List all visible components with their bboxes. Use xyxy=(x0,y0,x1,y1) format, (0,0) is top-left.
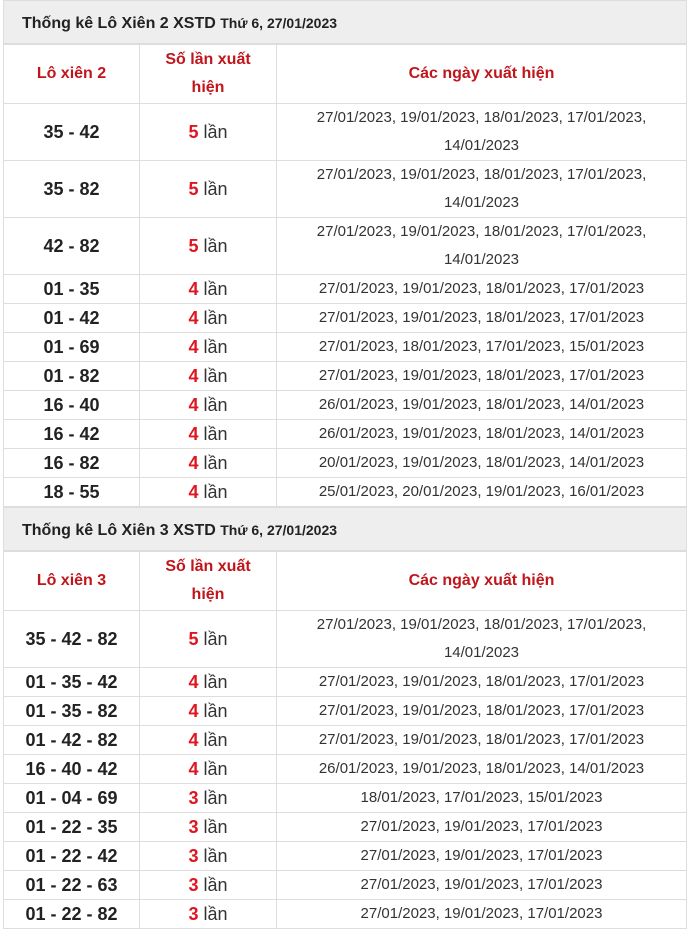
combo-cell: 01 - 22 - 82 xyxy=(4,900,140,929)
dates-cell: 26/01/2023, 19/01/2023, 18/01/2023, 14/01/2023 xyxy=(277,391,687,420)
count-cell xyxy=(140,668,277,697)
combo-cell: 01 - 69 xyxy=(4,333,140,362)
table-row xyxy=(4,611,687,668)
count-number: 4 xyxy=(188,278,199,299)
combo-cell: 01 - 22 - 63 xyxy=(4,871,140,900)
count-number: 4 xyxy=(188,452,199,473)
table-row xyxy=(4,391,687,420)
stats-page xyxy=(3,0,687,929)
combo-cell: 01 - 42 xyxy=(4,304,140,333)
stats-section xyxy=(3,507,687,929)
table-row xyxy=(4,275,687,304)
count-cell xyxy=(140,755,277,784)
count-cell xyxy=(140,478,277,507)
count-unit: lần xyxy=(198,628,228,649)
count-number: 4 xyxy=(188,336,199,357)
dates-cell: 27/01/2023, 19/01/2023, 18/01/2023, 17/01/2023 xyxy=(277,362,687,391)
table-row xyxy=(4,755,687,784)
header-count: Số lần xuất hiện xyxy=(140,552,277,611)
table-row xyxy=(4,333,687,362)
count-number: 3 xyxy=(188,845,199,866)
header-combo: Lô xiên 3 xyxy=(4,552,140,611)
table-row xyxy=(4,900,687,929)
count-cell xyxy=(140,420,277,449)
count-unit: lần xyxy=(198,758,228,779)
dates-cell: 18/01/2023, 17/01/2023, 15/01/2023 xyxy=(277,784,687,813)
section-title-date: Thứ 6, 27/01/2023 xyxy=(220,15,338,31)
count-cell xyxy=(140,871,277,900)
count-cell xyxy=(140,611,277,668)
count-cell xyxy=(140,161,277,218)
count-unit: lần xyxy=(198,278,228,299)
section-title xyxy=(3,507,687,551)
count-unit: lần xyxy=(198,700,228,721)
count-unit: lần xyxy=(198,671,228,692)
sections-container xyxy=(3,0,687,929)
count-unit: lần xyxy=(198,423,228,444)
count-number: 5 xyxy=(188,178,199,199)
count-number: 3 xyxy=(188,903,199,924)
table-header-row xyxy=(4,45,687,104)
dates-cell: 27/01/2023, 19/01/2023, 17/01/2023 xyxy=(277,813,687,842)
stats-table xyxy=(3,44,687,507)
section-title xyxy=(3,0,687,44)
table-row xyxy=(4,362,687,391)
count-cell xyxy=(140,813,277,842)
table-row xyxy=(4,420,687,449)
table-row xyxy=(4,726,687,755)
combo-cell: 16 - 82 xyxy=(4,449,140,478)
count-number: 5 xyxy=(188,235,199,256)
section-title-main: Thống kê Lô Xiên 2 XSTD xyxy=(22,15,221,32)
dates-cell: 27/01/2023, 19/01/2023, 18/01/2023, 17/01/2023 xyxy=(277,304,687,333)
count-number: 3 xyxy=(188,816,199,837)
dates-cell: 27/01/2023, 19/01/2023, 17/01/2023 xyxy=(277,842,687,871)
combo-cell: 16 - 40 - 42 xyxy=(4,755,140,784)
dates-cell: 27/01/2023, 19/01/2023, 18/01/2023, 17/01/2023, 14/01/2023 xyxy=(277,611,687,668)
count-cell xyxy=(140,275,277,304)
dates-cell: 20/01/2023, 19/01/2023, 18/01/2023, 14/01/2023 xyxy=(277,449,687,478)
table-row xyxy=(4,449,687,478)
count-cell xyxy=(140,449,277,478)
combo-cell: 16 - 42 xyxy=(4,420,140,449)
table-row xyxy=(4,478,687,507)
table-row xyxy=(4,218,687,275)
count-cell xyxy=(140,362,277,391)
count-unit: lần xyxy=(198,365,228,386)
dates-cell: 27/01/2023, 19/01/2023, 18/01/2023, 17/01/2023 xyxy=(277,726,687,755)
header-count: Số lần xuất hiện xyxy=(140,45,277,104)
count-cell xyxy=(140,104,277,161)
dates-cell: 27/01/2023, 19/01/2023, 18/01/2023, 17/01/2023 xyxy=(277,697,687,726)
table-row xyxy=(4,104,687,161)
count-number: 4 xyxy=(188,394,199,415)
dates-cell: 27/01/2023, 19/01/2023, 17/01/2023 xyxy=(277,900,687,929)
table-row xyxy=(4,697,687,726)
header-dates: Các ngày xuất hiện xyxy=(277,552,687,611)
combo-cell: 01 - 22 - 42 xyxy=(4,842,140,871)
count-cell xyxy=(140,333,277,362)
count-unit: lần xyxy=(198,816,228,837)
table-header-row xyxy=(4,552,687,611)
combo-cell: 01 - 35 - 82 xyxy=(4,697,140,726)
count-number: 4 xyxy=(188,481,199,502)
combo-cell: 01 - 82 xyxy=(4,362,140,391)
count-unit: lần xyxy=(198,729,228,750)
count-unit: lần xyxy=(198,178,228,199)
combo-cell: 18 - 55 xyxy=(4,478,140,507)
dates-cell: 26/01/2023, 19/01/2023, 18/01/2023, 14/01/2023 xyxy=(277,755,687,784)
combo-cell: 42 - 82 xyxy=(4,218,140,275)
count-number: 4 xyxy=(188,758,199,779)
count-number: 5 xyxy=(188,121,199,142)
table-row xyxy=(4,842,687,871)
combo-cell: 01 - 35 - 42 xyxy=(4,668,140,697)
count-number: 4 xyxy=(188,307,199,328)
table-row xyxy=(4,871,687,900)
count-unit: lần xyxy=(198,481,228,502)
table-row xyxy=(4,161,687,218)
count-cell xyxy=(140,218,277,275)
combo-cell: 01 - 42 - 82 xyxy=(4,726,140,755)
dates-cell: 26/01/2023, 19/01/2023, 18/01/2023, 14/01/2023 xyxy=(277,420,687,449)
dates-cell: 27/01/2023, 18/01/2023, 17/01/2023, 15/01/2023 xyxy=(277,333,687,362)
dates-cell: 27/01/2023, 19/01/2023, 17/01/2023 xyxy=(277,871,687,900)
count-cell xyxy=(140,900,277,929)
count-unit: lần xyxy=(198,235,228,256)
count-unit: lần xyxy=(198,307,228,328)
stats-section xyxy=(3,0,687,507)
count-unit: lần xyxy=(198,787,228,808)
combo-cell: 16 - 40 xyxy=(4,391,140,420)
dates-cell: 27/01/2023, 19/01/2023, 18/01/2023, 17/01/2023, 14/01/2023 xyxy=(277,218,687,275)
count-number: 4 xyxy=(188,729,199,750)
count-unit: lần xyxy=(198,394,228,415)
count-cell xyxy=(140,726,277,755)
count-cell xyxy=(140,304,277,333)
count-unit: lần xyxy=(198,336,228,357)
section-title-date: Thứ 6, 27/01/2023 xyxy=(220,522,338,538)
dates-cell: 27/01/2023, 19/01/2023, 18/01/2023, 17/01/2023 xyxy=(277,668,687,697)
count-number: 3 xyxy=(188,874,199,895)
combo-cell: 01 - 04 - 69 xyxy=(4,784,140,813)
count-number: 4 xyxy=(188,423,199,444)
combo-cell: 35 - 42 - 82 xyxy=(4,611,140,668)
stats-table xyxy=(3,551,687,929)
count-cell xyxy=(140,697,277,726)
table-row xyxy=(4,784,687,813)
header-combo: Lô xiên 2 xyxy=(4,45,140,104)
dates-cell: 25/01/2023, 20/01/2023, 19/01/2023, 16/01/2023 xyxy=(277,478,687,507)
count-number: 4 xyxy=(188,671,199,692)
table-row xyxy=(4,813,687,842)
combo-cell: 01 - 35 xyxy=(4,275,140,304)
combo-cell: 01 - 22 - 35 xyxy=(4,813,140,842)
table-row xyxy=(4,304,687,333)
count-number: 3 xyxy=(188,787,199,808)
combo-cell: 35 - 82 xyxy=(4,161,140,218)
section-title-main: Thống kê Lô Xiên 3 XSTD xyxy=(22,522,221,539)
count-cell xyxy=(140,391,277,420)
dates-cell: 27/01/2023, 19/01/2023, 18/01/2023, 17/01/2023, 14/01/2023 xyxy=(277,104,687,161)
table-row xyxy=(4,668,687,697)
count-unit: lần xyxy=(198,903,228,924)
count-cell xyxy=(140,842,277,871)
count-unit: lần xyxy=(198,845,228,866)
count-number: 5 xyxy=(188,628,199,649)
count-unit: lần xyxy=(198,452,228,473)
combo-cell: 35 - 42 xyxy=(4,104,140,161)
count-unit: lần xyxy=(198,121,228,142)
dates-cell: 27/01/2023, 19/01/2023, 18/01/2023, 17/01/2023, 14/01/2023 xyxy=(277,161,687,218)
dates-cell: 27/01/2023, 19/01/2023, 18/01/2023, 17/01/2023 xyxy=(277,275,687,304)
count-number: 4 xyxy=(188,700,199,721)
count-number: 4 xyxy=(188,365,199,386)
count-unit: lần xyxy=(198,874,228,895)
count-cell xyxy=(140,784,277,813)
header-dates: Các ngày xuất hiện xyxy=(277,45,687,104)
